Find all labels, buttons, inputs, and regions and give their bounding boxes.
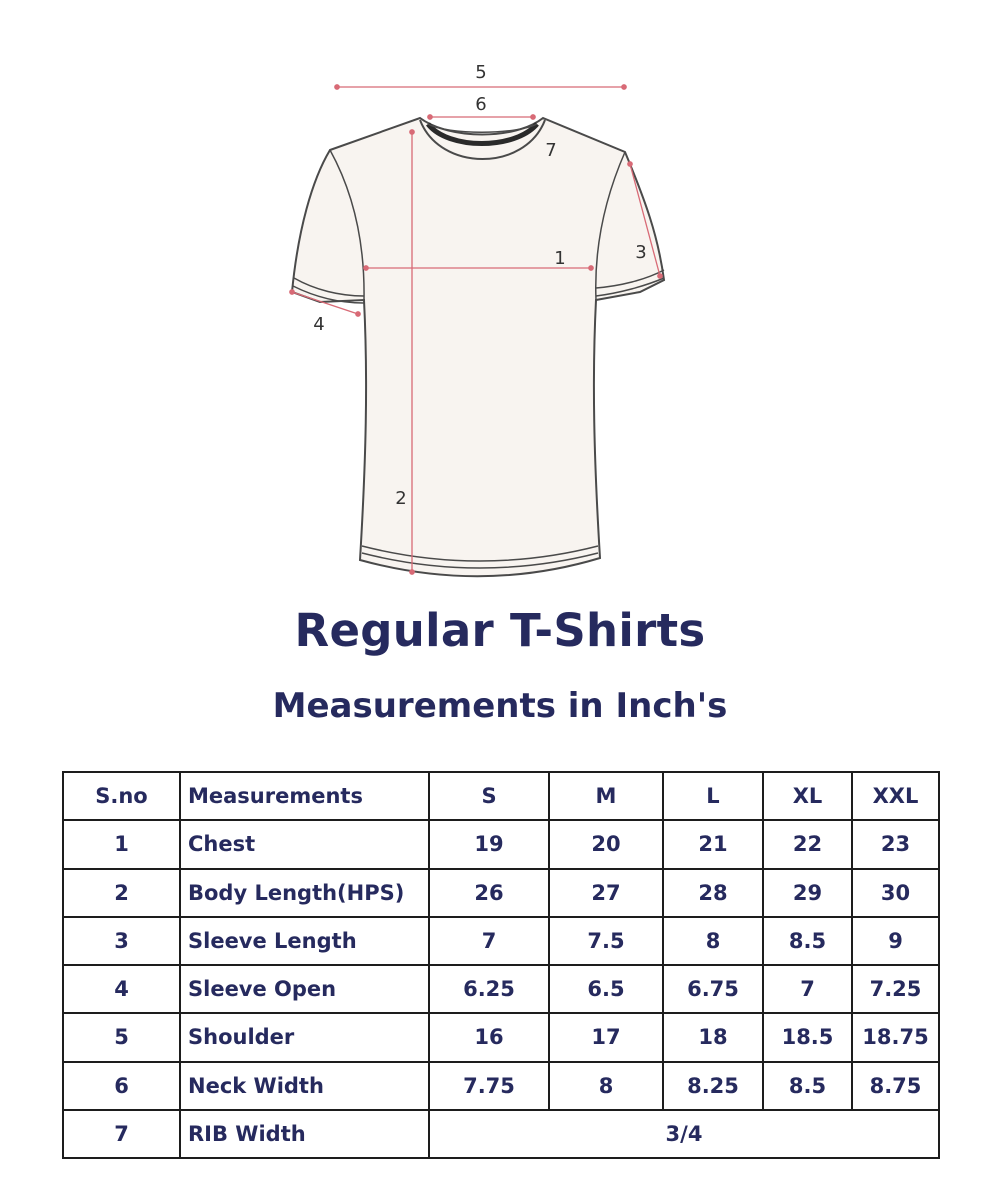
- cell-value: 26: [429, 869, 549, 917]
- cell-value: 8: [663, 917, 763, 965]
- row-measurement-name: Sleeve Open: [180, 965, 429, 1013]
- row-measurement-name: Body Length(HPS): [180, 869, 429, 917]
- table-row: [63, 869, 939, 917]
- table-row: [63, 1110, 939, 1158]
- cell-value: 7.25: [852, 965, 939, 1013]
- table-header-row: [63, 772, 939, 820]
- cell-value: 7: [429, 917, 549, 965]
- header-sno: S.no: [63, 772, 180, 820]
- cell-value: 16: [429, 1013, 549, 1061]
- table-row: [63, 1062, 939, 1110]
- cell-value: 18.5: [763, 1013, 852, 1061]
- cell-value: 8.25: [663, 1062, 763, 1110]
- row-measurement-name: Neck Width: [180, 1062, 429, 1110]
- table-row: [63, 820, 939, 868]
- cell-value: 20: [549, 820, 663, 868]
- cell-value: 8.5: [763, 1062, 852, 1110]
- cell-value: 6.75: [663, 965, 763, 1013]
- cell-value: 23: [852, 820, 939, 868]
- cell-value: 8: [549, 1062, 663, 1110]
- row-measurement-name: Shoulder: [180, 1013, 429, 1061]
- marker-shoulder: 5: [475, 62, 487, 83]
- header-size-xl: XL: [763, 772, 852, 820]
- row-sno: 7: [63, 1110, 180, 1158]
- marker-neck-width: 6: [475, 94, 487, 115]
- marker-sleeve-open: 4: [313, 314, 325, 335]
- cell-value: 9: [852, 917, 939, 965]
- cell-value: 30: [852, 869, 939, 917]
- cell-value: 27: [549, 869, 663, 917]
- row-sno: 3: [63, 917, 180, 965]
- header-size-s: S: [429, 772, 549, 820]
- row-sno: 4: [63, 965, 180, 1013]
- cell-value: 6.5: [549, 965, 663, 1013]
- cell-value: 8.75: [852, 1062, 939, 1110]
- cell-value: 7.5: [549, 917, 663, 965]
- cell-value: 29: [763, 869, 852, 917]
- page-subtitle: Measurements in Inch's: [272, 686, 728, 726]
- row-measurement-name: RIB Width: [180, 1110, 429, 1158]
- table-row: [63, 1013, 939, 1061]
- header-measurements: Measurements: [180, 772, 429, 820]
- row-sno: 5: [63, 1013, 180, 1061]
- size-chart-table: [62, 771, 940, 1159]
- table-row: [63, 965, 939, 1013]
- cell-value: 28: [663, 869, 763, 917]
- header-size-l: L: [663, 772, 763, 820]
- row-sno: 6: [63, 1062, 180, 1110]
- cell-value: 19: [429, 820, 549, 868]
- marker-rib-width: 7: [545, 140, 557, 161]
- cell-value: 18.75: [852, 1013, 939, 1061]
- cell-value: 18: [663, 1013, 763, 1061]
- cell-value: 22: [763, 820, 852, 868]
- marker-sleeve-length: 3: [635, 242, 647, 263]
- row-measurement-name: Chest: [180, 820, 429, 868]
- header-size-m: M: [549, 772, 663, 820]
- cell-value: 8.5: [763, 917, 852, 965]
- cell-merged-value: 3/4: [429, 1110, 939, 1158]
- row-sno: 1: [63, 820, 180, 868]
- cell-value: 17: [549, 1013, 663, 1061]
- marker-body-length: 2: [395, 488, 407, 509]
- marker-chest: 1: [554, 248, 566, 269]
- table-row: [63, 917, 939, 965]
- header-size-xxl: XXL: [852, 772, 939, 820]
- tshirt-outline: [292, 118, 664, 576]
- cell-value: 6.25: [429, 965, 549, 1013]
- row-measurement-name: Sleeve Length: [180, 917, 429, 965]
- row-sno: 2: [63, 869, 180, 917]
- cell-value: 7.75: [429, 1062, 549, 1110]
- page-title: Regular T-Shirts: [294, 604, 706, 657]
- cell-value: 21: [663, 820, 763, 868]
- cell-value: 7: [763, 965, 852, 1013]
